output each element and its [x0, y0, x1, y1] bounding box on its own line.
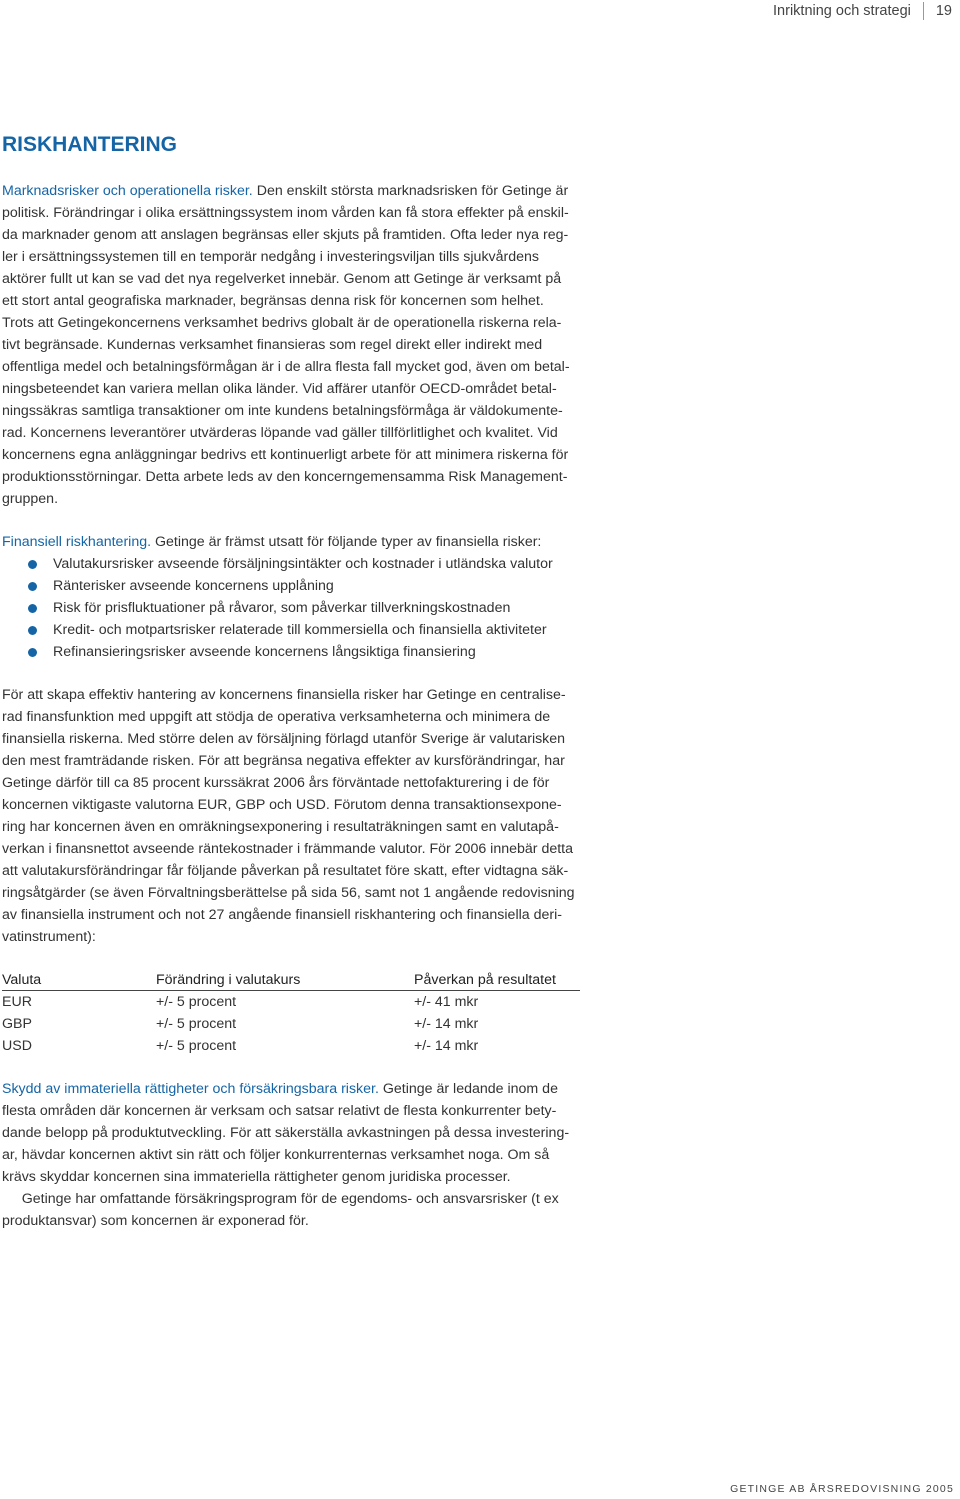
section-title: Inriktning och strategi	[773, 3, 911, 19]
market-risks-heading: Marknadsrisker och operationella risker.	[2, 183, 253, 199]
table-row	[2, 991, 580, 1014]
list-item: Valutakursrisker avseende försäljningsintäkter och kostnader i utländska valutor	[2, 553, 553, 575]
paragraph-line: verkan i finansnettot avseende räntekostnader i främmande valutor. För 2006 innebär detta	[2, 841, 573, 857]
table-row	[2, 1035, 580, 1057]
ip-insurance-heading: Skydd av immateriella rättigheter och försäkringsbara risker.	[2, 1081, 379, 1097]
bullet-icon	[28, 560, 37, 569]
table-cell: EUR	[2, 994, 32, 1010]
page-footer: GETINGE AB ÅRSREDOVISNING 2005	[730, 1483, 954, 1495]
paragraph-line: ar, hävdar koncernen aktivt sin rätt och följer konkurrenternas verksamhet noga. Om så	[2, 1147, 550, 1163]
paragraph-line: koncernens egna anläggningar bedrivs ett kontinuerligt arbete för att minimera riskerna för	[2, 447, 569, 463]
paragraph-line: ningssäkras samtliga transaktioner om inte kundens betalningsförmåga är väldokumente-	[2, 403, 563, 419]
paragraph-line: offentliga medel och betalningsförmågan är i de allra flesta fall mycket god, även om betal-	[2, 359, 570, 375]
list-item: Ränterisker avseende koncernens upplåning	[2, 575, 553, 597]
paragraph-line: produktionsstörningar. Detta arbete leds av den koncerngemensamma Risk Management-	[2, 469, 568, 485]
market-risks-paragraph	[2, 180, 632, 510]
running-header	[773, 1, 952, 21]
list-item: Kredit- och motpartsrisker relaterade till kommersiella och finansiella aktiviteter	[2, 619, 553, 641]
table-cell: +/- 5 procent	[156, 1038, 237, 1054]
bullet-icon	[28, 648, 37, 657]
page-title: RISKHANTERING	[2, 133, 178, 156]
paragraph-line: finansiella riskerna. Med större delen av försäljning förlagd utanför Sverige är valutarisken	[2, 731, 566, 747]
paragraph-line: aktörer fullt ut kan se vad det nya regelverket innebär. Genom att Getinge är verksamt på	[2, 271, 562, 287]
paragraph-line: Marknadsrisker och operationella risker. Den enskilt största marknadsrisken för Getinge är	[2, 183, 569, 199]
table-cell: +/- 41 mkr	[414, 994, 479, 1010]
paragraph-line: För att skapa effektiv hantering av koncernens finansiella risker har Getinge en centralise-	[2, 687, 566, 703]
table-cell: +/- 5 procent	[156, 1016, 237, 1032]
paragraph-line: Getinge därför till ca 85 procent kurssäkrat 2006 års förväntade nettofakturering i de för	[2, 775, 550, 791]
paragraph-line: ler i ersättningssystemen till en temporär nedgång i investeringsviljan tills sjukvårdens	[2, 249, 540, 265]
paragraph-line: gruppen.	[2, 491, 59, 507]
table-cell: +/- 5 procent	[156, 994, 237, 1010]
paragraph-line: koncernen viktigaste valutorna EUR, GBP och USD. Förutom denna transaktionsexpone-	[2, 797, 562, 813]
financial-risk-intro: Finansiell riskhantering. Getinge är främst utsatt för följande typer av finansiella risker:	[2, 534, 542, 550]
paragraph-line: dande belopp på produktutveckling. För att säkerställa avkastningen på dessa investering-	[2, 1125, 570, 1141]
table-header-row	[2, 969, 580, 991]
column-header: Påverkan på resultatet	[414, 969, 580, 991]
paragraph-line: krävs skyddar koncernen sina immateriella rättigheter genom juridiska processer.	[2, 1169, 511, 1185]
paragraph-line: den mest framträdande risken. För att begränsa negativa effekter av kursförändringar, har	[2, 753, 565, 769]
paragraph-line: ringsåtgärder (se även Förvaltningsberättelse på sida 56, samt not 1 angående redovisning	[2, 885, 575, 901]
paragraph-line: rad finansfunktion med uppgift att stödja de operativa verksamheterna och minimera de	[2, 709, 551, 725]
table-row	[2, 1013, 580, 1035]
paragraph-line: Skydd av immateriella rättigheter och försäkringsbara risker. Getinge är ledande inom de	[2, 1081, 558, 1097]
paragraph-line: ningsbeteendet kan variera mellan olika länder. Vid affärer utanför OECD-området betal-	[2, 381, 557, 397]
paragraph-line: rad. Koncernens leverantörer utvärderas löpande vad gäller tillförlitlighet och kvalitet. Vid	[2, 425, 558, 441]
currency-sensitivity-table	[2, 969, 580, 1057]
paragraph-line: produktansvar) som koncernen är exponerad för.	[2, 1213, 309, 1229]
column-header: Valuta	[2, 969, 156, 991]
header-divider	[923, 2, 924, 20]
list-item: Refinansieringsrisker avseende koncernens långsiktiga finansiering	[2, 641, 553, 663]
paragraph-line: ring har koncernen även en omräkningsexponering i resultaträkningen samt en valutapå-	[2, 819, 559, 835]
paragraph-line: flesta områden där koncernen är verksam och satsar relativt de flesta konkurrenter bety-	[2, 1103, 557, 1119]
paragraph-line: da marknader genom att anslagen begränsas eller skjuts på framtiden. Ofta leder nya reg-	[2, 227, 569, 243]
bullet-icon	[28, 604, 37, 613]
list-item: Risk för prisfluktuationer på råvaror, som påverkar tillverkningskostnaden	[2, 597, 553, 619]
financial-risk-heading: Finansiell riskhantering.	[2, 534, 152, 550]
table-cell: GBP	[2, 1016, 32, 1032]
paragraph-line: av finansiella instrument och not 27 angående finansiell riskhantering och finansiella deri-	[2, 907, 562, 923]
financial-risk-list	[2, 553, 553, 663]
paragraph-line: vatinstrument):	[2, 929, 96, 945]
table-cell: USD	[2, 1038, 32, 1054]
paragraph-line: att valutakursförändringar får följande påverkan på resultatet före skatt, efter vidtagna säk-	[2, 863, 569, 879]
ip-insurance-paragraph	[2, 1078, 632, 1232]
paragraph-line: Trots att Getingekoncernens verksamhet bedrivs globalt är de operationella riskerna rela-	[2, 315, 562, 331]
paragraph-line: tivt begränsade. Kundernas verksamhet finansieras som regel direkt eller indirekt med	[2, 337, 543, 353]
page-number: 19	[935, 3, 952, 19]
bullet-icon	[28, 582, 37, 591]
paragraph-line: Getinge har omfattande försäkringsprogram för de egendoms- och ansvarsrisker (t ex	[2, 1191, 559, 1207]
table-cell: +/- 14 mkr	[414, 1016, 479, 1032]
column-header: Förändring i valutakurs	[156, 969, 414, 991]
financial-paragraph	[2, 684, 632, 948]
bullet-icon	[28, 626, 37, 635]
paragraph-line: ett stort antal geografiska marknader, begränsas denna risk för koncernen som helhet.	[2, 293, 544, 309]
paragraph-line: politisk. Förändringar i olika ersättningssystem inom vården kan få stora effekter på enskil-	[2, 205, 569, 221]
table-cell: +/- 14 mkr	[414, 1038, 479, 1054]
